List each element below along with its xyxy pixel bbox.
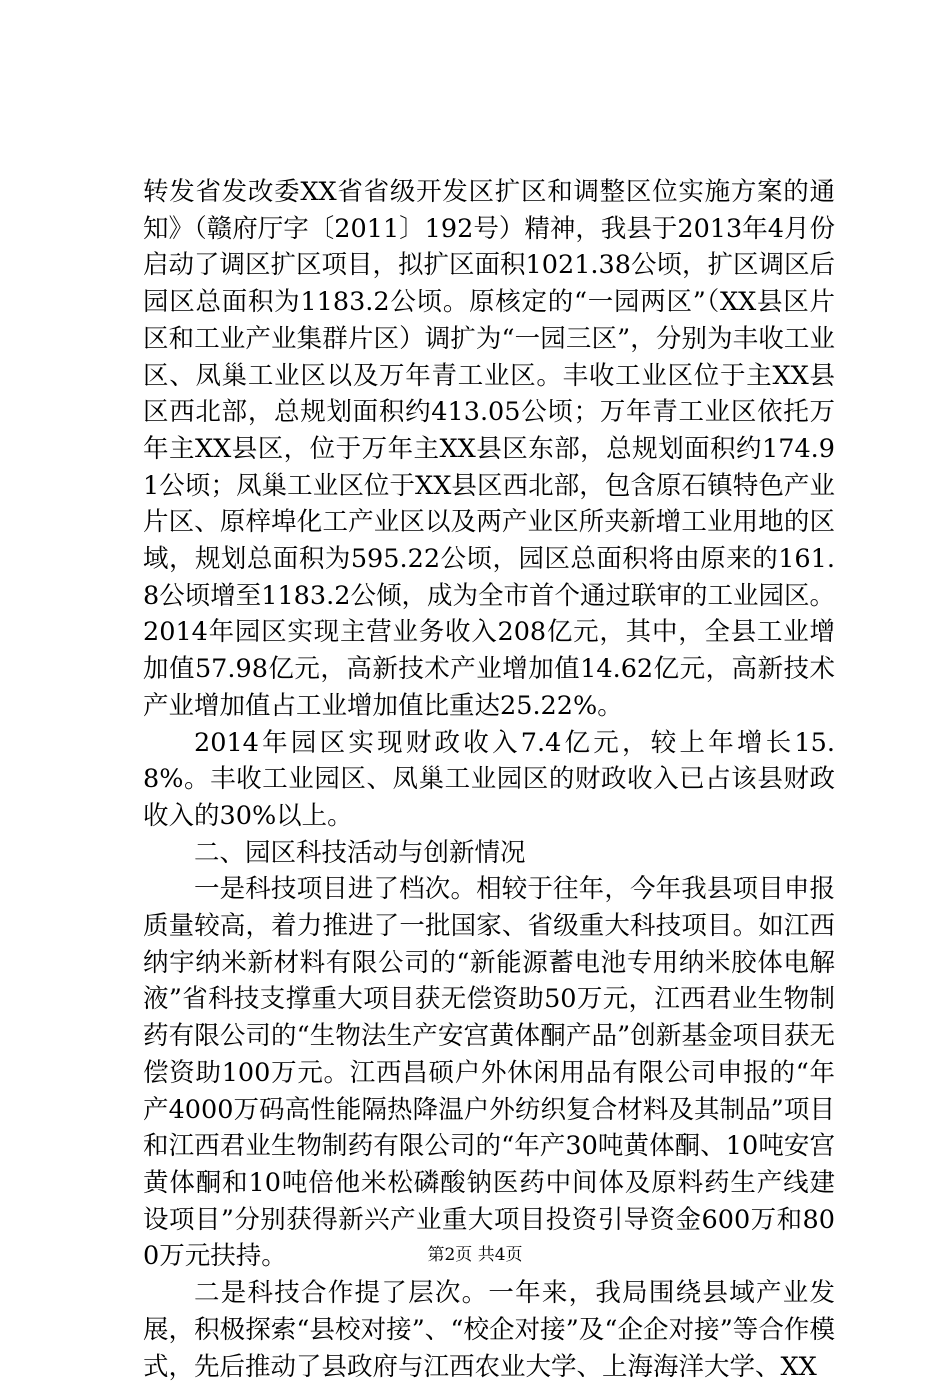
paragraph-2: 2014年园区实现财政收入7.4亿元，较上年增长15.8%。丰收工业园区、凤巢工业园区的财政收入已占该县财政收入的30%以上。 [143, 727, 835, 831]
paragraph-4: 二是科技合作提了层次。一年来，我局围绕县域产业发展，积极探索“县校对接”、“校企对接”及“企企对接”等合作模式，先后推动了县政府与江西农业大学、上海海洋大学、XX [143, 1278, 835, 1382]
document-body [143, 174, 835, 1385]
section-heading: 二、园区科技活动与创新情况 [194, 837, 526, 868]
paragraph-1: 转发省发改委XX省省级开发区扩区和调整区位实施方案的通知》（赣府厅字〔2011〕192号）精神，我县于2013年4月份启动了调区扩区项目，拟扩区面积1021.38公顷，扩区调区后园区总面积为1183.2公顷。原核定的“一园两区”（XX县区片区和工业产业集群片区）调扩为“一园三区”，分别为丰收工业区、凤巢工业区以及万年青工业区。丰收工业区位于主XX县区西北部，总规划面积约413.05公顷；万年青工业区依托万年主XX县区，位于万年主XX县区东部，总规划面积约174.91公顷；凤巢工业区位于XX县区西北部，包含原石镇特色产业片区、原梓埠化工产业区以及两产业区所夹新增工业用地的区域，规划总面积为595.22公顷，园区总面积将由原来的161.8公顷增至1183.2公倾，成为全市首个通过联审的工业园区。2014年园区实现主营业务收入208亿元，其中，全县工业增加值57.98亿元，高新技术产业增加值14.62亿元，高新技术产业增加值占工业增加值比重达25.22%。 [143, 177, 835, 721]
page-number: 第2页 共4页 [427, 1245, 523, 1265]
paragraph-3: 一是科技项目进了档次。相较于往年，今年我县项目申报质量较高，着力推进了一批国家、省级重大科技项目。如江西纳宇纳米新材料有限公司的“新能源蓄电池专用纳米胶体电解液”省科技支撑重大项目获无偿资助50万元，江西君业生物制药有限公司的“生物法生产安宫黄体酮产品”创新基金项目获无偿资助100万元。江西昌硕户外休闲用品有限公司申报的“年产4000万码高性能隔热降温户外纺织复合材料及其制品”项目和江西君业生物制药有限公司的“年产30吨黄体酮、10吨安宫黄体酮和10吨倍他米松磷酸钠医药中间体及原料药生产线建设项目”分别获得新兴产业重大项目投资引导资金600万和800万元扶持。 [143, 874, 835, 1272]
